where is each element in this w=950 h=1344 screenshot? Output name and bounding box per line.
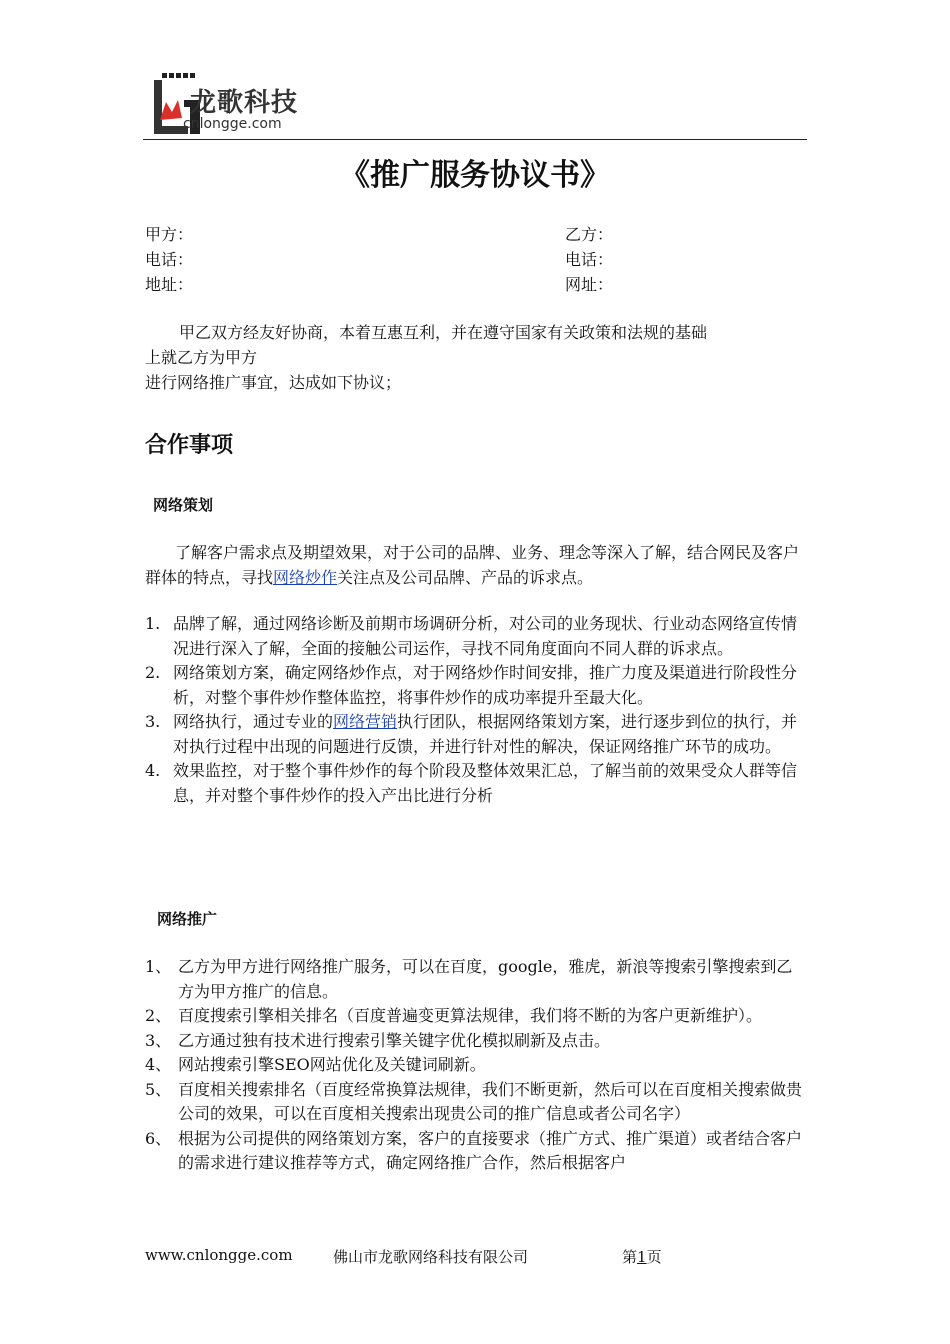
list-item-text: 百度相关搜索排名（百度经常换算法规律，我们不断更新，然后可以在百度相关搜索做贵公司的效果，可以在百度相关搜索出现贵公司的推广信息或者公司名字）: [178, 1079, 803, 1123]
footer-page-number: [622, 1246, 662, 1267]
planning-text-before: 了解客户需求点及期望效果，对于公司的品牌、业务、理念等深入了解，结合网民及客户群体的特点，寻找: [145, 543, 800, 587]
list-item-number: 4、: [145, 1055, 172, 1074]
list-item: [145, 955, 807, 1004]
address-label: 地址：: [145, 275, 194, 294]
party-b-label: 乙方：: [565, 225, 614, 244]
list-item-text: 乙方为甲方进行网络推广服务，可以在百度，google，雅虎，新浪等搜索引擎搜索到乙方为甲方推广的信息。: [178, 957, 793, 1001]
footer-company: 佛山市龙歌网络科技有限公司: [333, 1248, 529, 1266]
list-item: [145, 1053, 807, 1078]
party-a-label: 甲方：: [145, 225, 194, 244]
planning-list: [145, 612, 807, 808]
intro-line-3: 进行网络推广事宜，达成如下协议；: [145, 373, 402, 392]
list-item-text: 百度搜索引擎相关排名（百度普遍变更算法规律，我们将不断的为客户更新维护）。: [178, 1006, 763, 1025]
list-item: [145, 1004, 807, 1029]
phone-a-label: 电话：: [145, 250, 194, 269]
page-prefix: 第: [622, 1248, 638, 1266]
list-item-text-before: 网络执行，通过专业的: [173, 712, 334, 731]
party-b-column: [565, 222, 613, 297]
list-item-number: 5、: [145, 1079, 172, 1099]
list-item-text: 网站搜索引擎SEO网站优化及关键词刷新。: [178, 1055, 486, 1074]
footer-website: www.cnlongge.com: [145, 1246, 293, 1264]
list-item-number: 2.: [145, 663, 161, 682]
phone-b-label: 电话：: [565, 250, 614, 269]
list-item-number: 3、: [145, 1030, 172, 1050]
page-suffix: 页: [646, 1248, 662, 1266]
list-item-text: 乙方通过独有技术进行搜索引擎关键字优化模拟刷新及点击。: [178, 1030, 611, 1050]
list-item-text: 网络策划方案，确定网络炒作点，对于网络炒作时间安排，推广力度及渠道进行阶段性分析，对整个事件炒作整体监控，将事件炒作的成功率提升至最大化。: [173, 663, 798, 707]
website-label: 网址：: [565, 275, 614, 294]
network-marketing-link[interactable]: 网络营销: [333, 712, 398, 731]
planning-text-after: 关注点及公司品牌、产品的诉求点。: [337, 568, 594, 587]
section-heading: 合作事项: [145, 433, 234, 458]
promotion-list: [145, 955, 807, 1176]
planning-heading: 网络策划: [153, 496, 214, 514]
list-item: [145, 1127, 807, 1176]
list-item: [145, 759, 807, 808]
page-number: 1: [637, 1248, 647, 1266]
list-item-number: 4.: [145, 761, 161, 780]
list-item-text: 根据为公司提供的网络策划方案，客户的直接要求（推广方式、推广渠道）或者结合客户的需求进行建议推荐等方式，确定网络推广合作，然后根据客户: [178, 1128, 803, 1172]
list-item-number: 6、: [145, 1128, 172, 1148]
list-item: [145, 710, 807, 759]
planning-paragraph: [145, 540, 807, 590]
list-item-number: 2、: [145, 1006, 172, 1025]
network-hype-link[interactable]: 网络炒作: [273, 568, 338, 587]
list-item-text-after: 执行团队，根据网络策划方案，进行逐步到位的执行，并对执行过程中出现的问题进行反馈，并进行针对性的解决，保证网络推广环节的成功。: [173, 712, 798, 756]
party-a-column: [145, 222, 193, 297]
logo-title: 龙歌科技: [190, 88, 299, 118]
promotion-heading: 网络推广: [157, 910, 218, 928]
document-title: 《推广服务协议书》: [340, 158, 610, 193]
list-item-number: 1、: [145, 957, 172, 976]
intro-line-2: 上就乙方为甲方: [145, 348, 258, 367]
intro-paragraph: [145, 320, 807, 395]
list-item: [145, 1029, 807, 1054]
list-item-number: 3.: [145, 712, 161, 731]
list-item: [145, 1078, 807, 1127]
list-item-text: 效果监控，对于整个事件炒作的每个阶段及整体效果汇总，了解当前的效果受众人群等信息，并对整个事件炒作的投入产出比进行分析: [173, 761, 798, 805]
logo-subtitle: cnlongge.com: [183, 116, 282, 132]
list-item-number: 1.: [145, 614, 161, 633]
list-item: [145, 661, 807, 710]
intro-line-1: 甲乙双方经友好协商，本着互惠互利，并在遵守国家有关政策和法规的基础: [179, 323, 708, 342]
list-item: [145, 612, 807, 661]
list-item-text: 品牌了解，通过网络诊断及前期市场调研分析，对公司的业务现状、行业动态网络宣传情况进行深入了解，全面的接触公司运作，寻找不同角度面向不同人群的诉求点。: [173, 614, 798, 658]
header-divider: [143, 139, 807, 140]
